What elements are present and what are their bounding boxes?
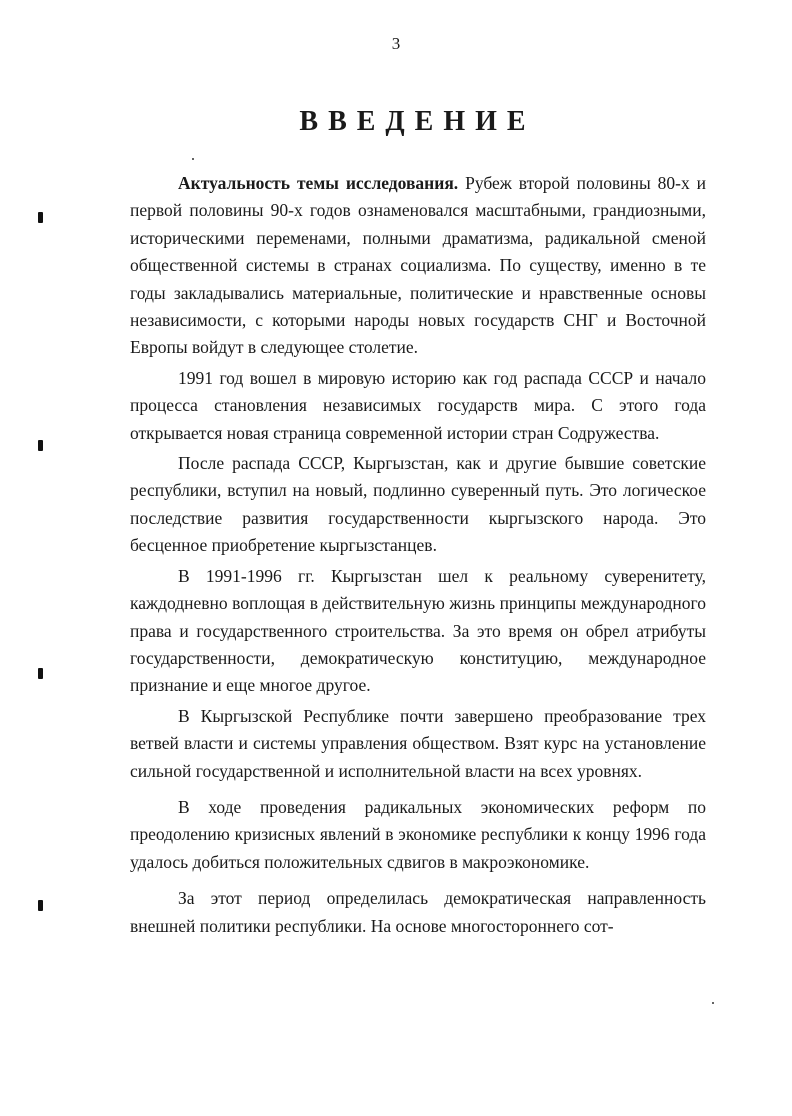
paragraph-1 (130, 170, 706, 362)
body-text (130, 170, 706, 943)
paragraph-7: За этот период определилась демократическая направленность внешней политики республики. На основе многостороннего сот- (130, 888, 706, 936)
binding-hole-mark (38, 900, 43, 911)
paragraph-5: В Кыргызской Республике почти завершено преобразование трех ветвей власти и системы управления обществом. Взят курс на установление сильной государственной и исполнительной власти на всех уровнях. (130, 705, 706, 781)
paragraph-4: В 1991-1996 гг. Кыргызстан шел к реальному суверенитету, каждодневно воплощая в действительную жизнь принципы международного права и государственного строительства. За это время он обрел атрибуты государственности, демократическую конституцию, международное признание и еще многое другое. (130, 565, 706, 696)
binding-hole-mark (38, 440, 43, 451)
paragraph-1-lead: Актуальность темы исследования. (178, 173, 459, 193)
paragraph-2: 1991 год вошел в мировую историю как год распада СССР и начало процесса становления независимых государств мира. С этого года открывается новая страница современной истории стран Содружества. (130, 367, 706, 443)
paragraph-6: В ходе проведения радикальных экономических реформ по преодолению кризисных явлений в экономике республики к концу 1996 года удалось добиться положительных сдвигов в макроэкономике. (130, 796, 706, 872)
paragraph-3: После распада СССР, Кыргызстан, как и другие бывшие советские республики, вступил на новый, подлинно суверенный путь. Это логическое последствие развития государственности кыргызского народа. Это бесценное приобретение кыргызстанцев. (130, 453, 706, 556)
paragraph-1-text: Рубеж второй половины 80-х и первой половины 90-х годов ознаменовался масштабными, грандиозными, историческими переменами, полными драматизма, радикальной сменой общественной системы в странах социализма. По существу, именно в те годы закладывались материальные, политические и нравственные основы независимости, с которыми народы новых государств СНГ и Восточной Европы войдут в следующее столетие. (130, 173, 706, 358)
binding-hole-mark (38, 212, 43, 223)
scan-speck (712, 1002, 714, 1004)
binding-hole-mark (38, 668, 43, 679)
section-heading: ВВЕДЕНИЕ (299, 106, 536, 137)
scan-speck (192, 158, 194, 160)
page-number: 3 (391, 34, 401, 53)
